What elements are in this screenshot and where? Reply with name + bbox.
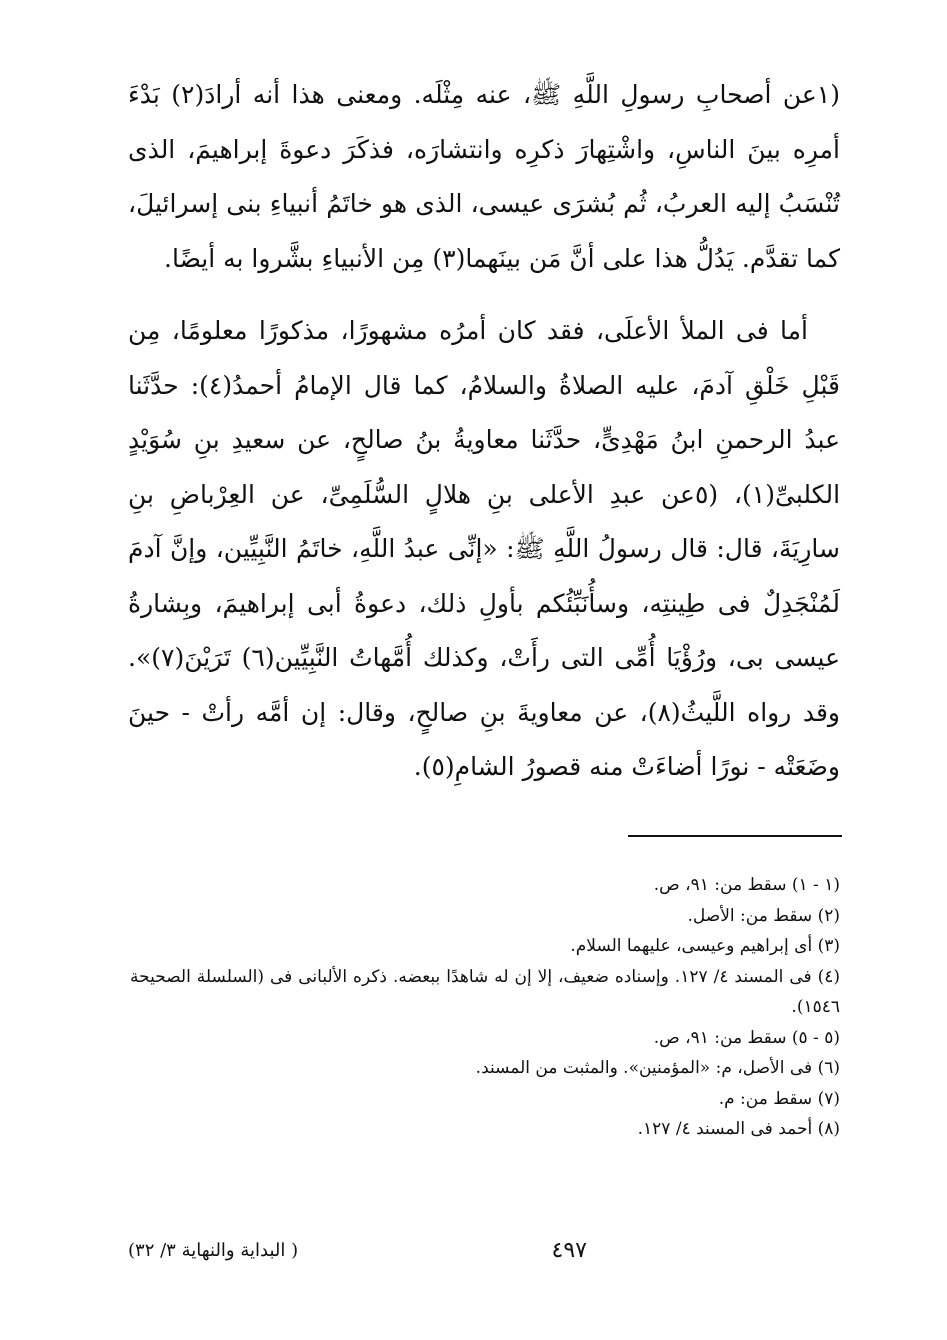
source-reference: ( البداية والنهاية ٣/ ٣٢) [128, 1240, 299, 1261]
footnote-separator [628, 835, 842, 837]
footnote-4: (٤) فى المسند ٤/ ١٢٧. وإسناده ضعيف، إلا إن له شاهدًا ببعضه. ذكره الألبانى فى (السلسلة الصحيحة ١٥٤٦). [130, 966, 841, 1017]
footnote-7: (٧) سقط من: م. [718, 1088, 840, 1109]
footnote-2: (٢) سقط من: الأصل. [687, 905, 840, 926]
main-text [128, 68, 840, 795]
footnote-1: (١ - ١) سقط من: ٩١، ص. [653, 875, 840, 895]
paragraph-2: أما فى الملأ الأعلَى، فقد كان أمرُه مشهورًا، مذكورًا معلومًا، مِن قَبْلِ خَلْقِ آدمَ، عليه الصلاةُ والسلامُ، كما قال الإمامُ أحمدُ(٤): حدَّثَنا عبدُ الرحمنِ ابنُ مَهْدِىٍّ، حدَّثَنا معاويةُ بنُ صالحٍ، عن سعيدِ بنِ سُوَيْدٍ الكلبىِّ(١)، (٥عن عبدِ الأعلى بنِ هلالٍ السُّلَمِىِّ، عن العِرْباضِ بنِ سارِيَةَ، قال: قال رسولُ اللَّهِ ﷺ: «إنِّى عبدُ اللَّهِ، خاتَمُ النَّبِيِّين، وإنَّ آدمَ لَمُنْجَدِلٌ فى طِينتِه، وسأُنَبِّئُكم بأولِ ذلك، دعوةُ أبى إبراهيمَ، وبِشارةُ عيسى بى، ورُؤْيَا أُمِّى التى رأَتْ، وكذلك أُمَّهاتُ النَّبِيِّين(٦) تَرَيْنَ(٧)». وقد رواه اللَّيثُ(٨)، عن معاويةَ بنِ صالحٍ، وقال: إن أمَّه رأتْ - حينَ وضَعَتْه - نورًا أضاءَتْ منه قصورُ الشامِ(٥). [128, 316, 841, 781]
footnote-3: (٣) أى إبراهيم وعيسى، عليهما السلام. [570, 936, 840, 956]
page-number: ٤٩٧ [551, 1238, 587, 1263]
paragraph-1: (١عن أصحابِ رسولِ اللَّهِ ﷺ، عنه مِثْلَه. ومعنى هذا أنه أرادَ(٢) بَدْءَ أمرِه بينَ الناسِ، واشْتِهارَ ذكرِه وانتشارَه، فذكَرَ دعوةَ إبراهيمَ، الذى تُنْسَبُ إليه العربُ، ثُم بُشرَى عيسى، الذى هو خاتَمُ أنبياءِ بنى إسرائيلَ، كما تقدَّم. يَدُلُّ هذا على أنَّ مَن بينَهما(٣) مِن الأنبياءِ بشَّروا به أيضًا. [128, 80, 840, 273]
footnotes [130, 870, 840, 1145]
footnote-6: (٦) فى الأصل، م: «المؤمنين». والمثبت من المسند. [475, 1058, 840, 1078]
footnote-5: (٥ - ٥) سقط من: ٩١، ص. [653, 1027, 840, 1048]
page-footer [110, 1238, 850, 1278]
footnote-8: (٨) أحمد فى المسند ٤/ ١٢٧. [637, 1119, 840, 1139]
